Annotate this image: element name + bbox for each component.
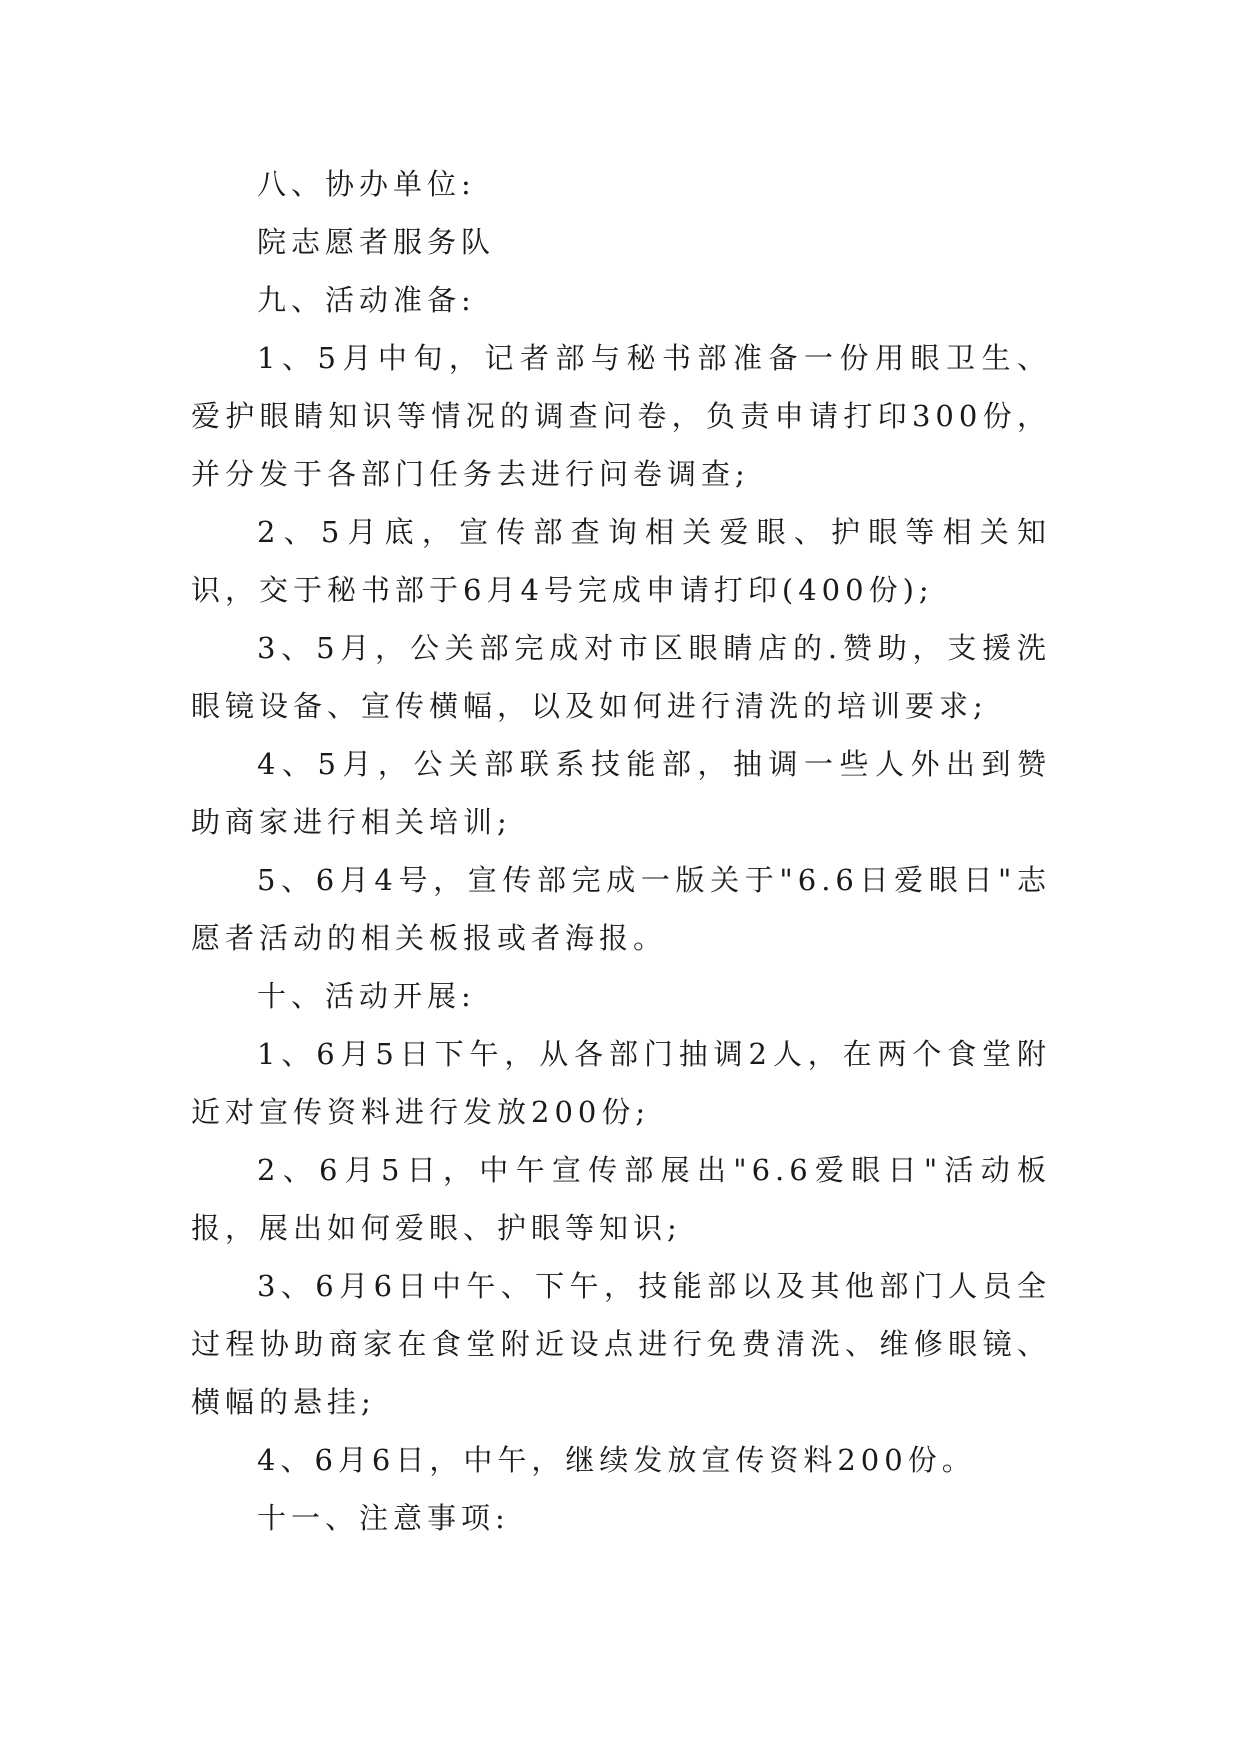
document-page <box>191 155 1051 1547</box>
paragraph-activity-3: 3、6月6日中午、下午，技能部以及其他部门人员全过程协助商家在食堂附近设点进行免费清洗、维修眼镜、横幅的悬挂; <box>191 1269 1051 1419</box>
paragraph-preparation-3: 3、5月，公关部完成对市区眼睛店的.赞助，支援洗眼镜设备、宣传横幅，以及如何进行清洗的培训要求; <box>191 631 1051 723</box>
paragraph-preparation-5: 5、6月4号，宣传部完成一版关于"6.6日爱眼日"志愿者活动的相关板报或者海报。 <box>191 863 1051 955</box>
paragraph-activity-4: 4、6月6日，中午，继续发放宣传资料200份。 <box>257 1443 976 1477</box>
paragraph-preparation-1: 1、5月中旬，记者部与秘书部准备一份用眼卫生、爱护眼睛知识等情况的调查问卷，负责申请打印300份，并分发于各部门任务去进行问卷调查; <box>191 341 1051 491</box>
paragraph-preparation-4: 4、5月，公关部联系技能部，抽调一些人外出到赞助商家进行相关培训; <box>191 747 1051 839</box>
section-heading-activity: 十、活动开展: <box>257 979 476 1013</box>
paragraph-co-organizer-name: 院志愿者服务队 <box>257 225 496 259</box>
paragraph-preparation-2: 2、5月底，宣传部查询相关爱眼、护眼等相关知识，交于秘书部于6月4号完成申请打印(400份); <box>191 515 1051 607</box>
section-heading-notes: 十一、注意事项: <box>257 1501 510 1535</box>
paragraph-activity-2: 2、6月5日，中午宣传部展出"6.6爱眼日"活动板报，展出如何爱眼、护眼等知识; <box>191 1153 1051 1245</box>
paragraph-activity-1: 1、6月5日下午，从各部门抽调2人，在两个食堂附近对宣传资料进行发放200份; <box>191 1037 1051 1129</box>
section-heading-co-organizer: 八、协办单位: <box>257 167 476 201</box>
section-heading-preparation: 九、活动准备: <box>257 283 476 317</box>
